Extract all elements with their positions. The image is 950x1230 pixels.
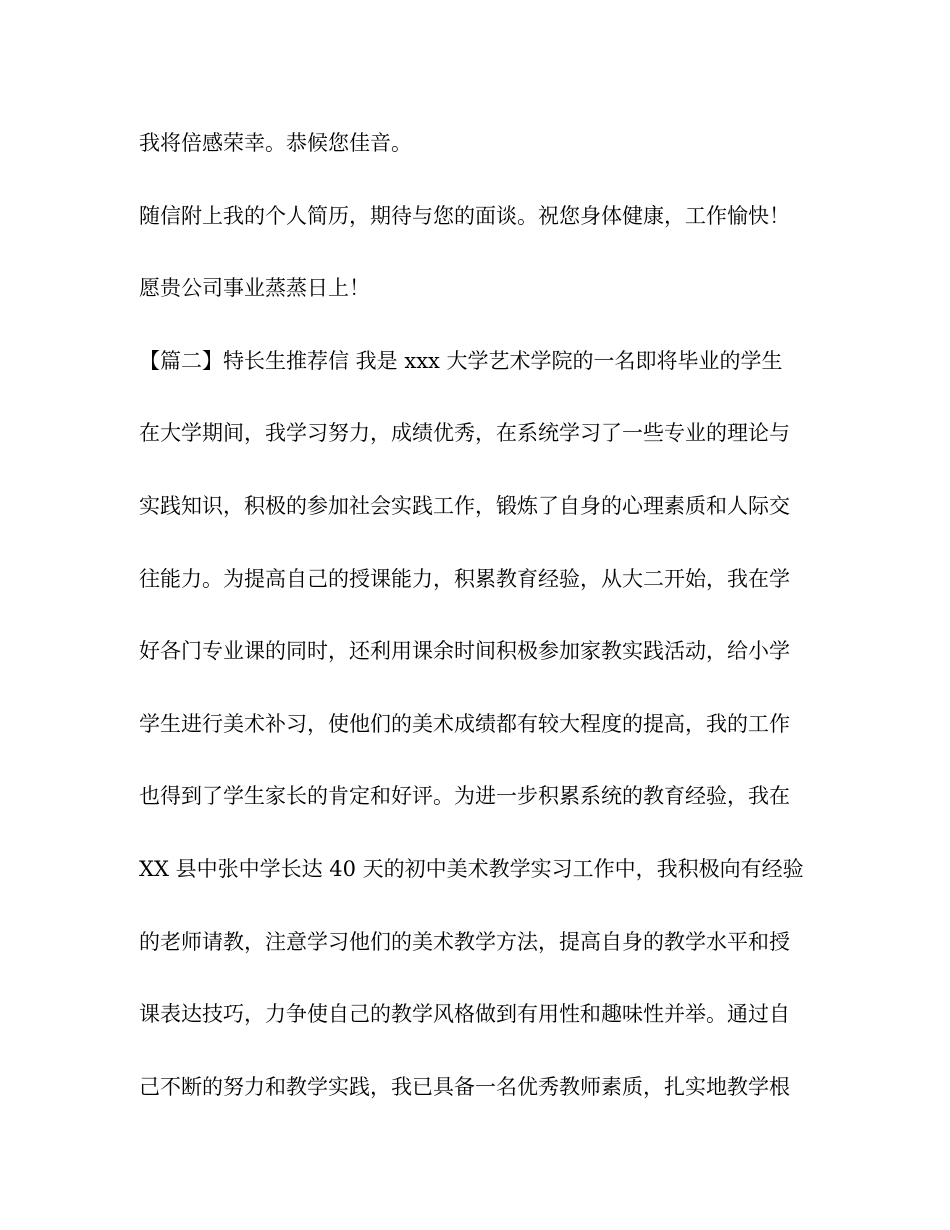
text-line: XX 县中张中学长达 40 天的初中美术教学实习工作中，我积极向有经验 <box>139 856 804 881</box>
text-line: 在大学期间，我学习努力，成绩优秀，在系统学习了一些专业的理论与 <box>139 421 790 446</box>
text-line: 往能力。为提高自己的授课能力，积累教育经验，从大二开始，我在学 <box>139 566 790 591</box>
text-line: 也得到了学生家长的肯定和好评。为进一步积累系统的教育经验，我在 <box>139 784 790 809</box>
letter-body <box>139 125 819 1141</box>
text-line: 学生进行美术补习，使他们的美术成绩都有较大程度的提高，我的工作 <box>139 711 790 736</box>
text-line: 好各门专业课的同时，还利用课余时间积极参加家教实践活动，给小学 <box>139 639 790 664</box>
section-heading-line: 【篇二】特长生推荐信 我是 xxx 大学艺术学院的一名即将毕业的学生 <box>139 348 783 373</box>
text-line: 愿贵公司事业蒸蒸日上！ <box>139 276 370 301</box>
text-line: 随信附上我的个人简历，期待与您的面谈。祝您身体健康，工作愉快！ <box>139 203 790 228</box>
text-line: 我将倍感荣幸。恭候您佳音。 <box>139 131 412 155</box>
text-line: 实践知识，积极的参加社会实践工作，锻炼了自身的心理素质和人际交 <box>139 493 790 518</box>
text-line: 己不断的努力和教学实践，我已具备一名优秀教师素质，扎实地教学根 <box>139 1074 790 1099</box>
text-line: 的老师请教，注意学习他们的美术教学方法，提高自身的教学水平和授 <box>139 929 790 954</box>
text-line: 课表达技巧，力争使自己的教学风格做到有用性和趣味性并举。通过自 <box>139 1002 790 1027</box>
